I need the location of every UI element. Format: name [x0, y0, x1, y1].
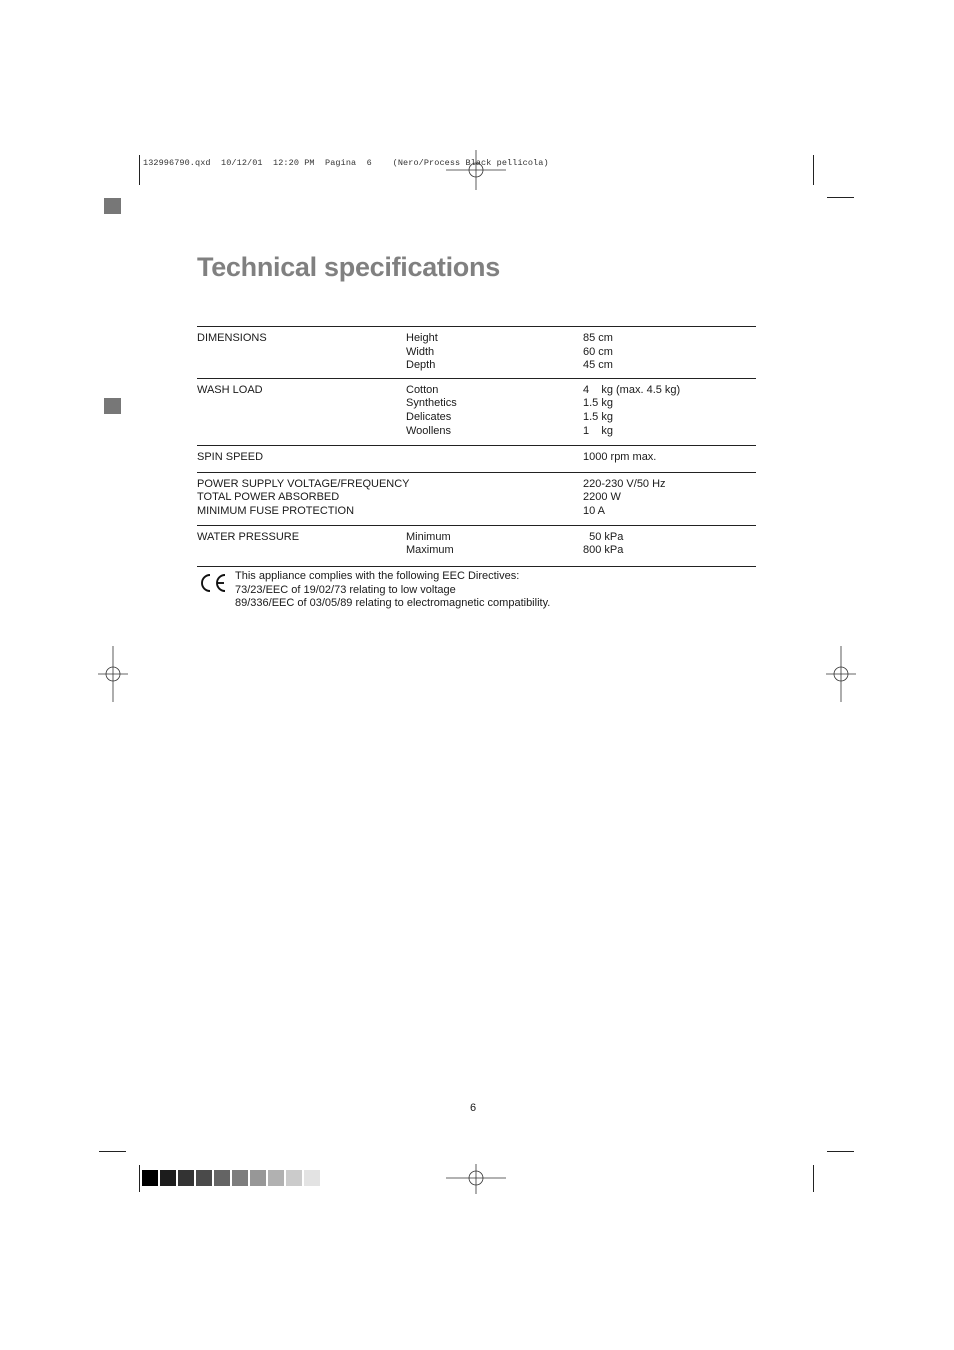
- spec-value: 85 cm: [583, 332, 613, 344]
- spec-row: [197, 346, 756, 360]
- color-swatch: [160, 1170, 176, 1186]
- spec-table: [197, 326, 756, 567]
- crop-mark: [139, 1165, 140, 1192]
- color-swatch: [268, 1170, 284, 1186]
- page-title: Technical specifications: [197, 252, 500, 282]
- spec-value: 45 cm: [583, 359, 613, 372]
- spec-label: DIMENSIONS: [197, 332, 267, 344]
- color-swatch: [304, 1170, 320, 1186]
- spec-sublabel: Woollens: [406, 424, 452, 437]
- spec-group-wash-load: [197, 378, 756, 445]
- spec-row: [197, 478, 756, 492]
- crop-mark: [99, 1151, 126, 1152]
- spec-value: 800 kPa: [583, 544, 624, 557]
- slug-line: 132996790.qxd 10/12/01 12:20 PM Pagina 6 (Nero/Process Black pellicola): [143, 158, 549, 168]
- spec-value: 1.5 kg: [583, 410, 613, 423]
- color-swatch: [250, 1170, 266, 1186]
- spec-sublabel: Height: [406, 332, 438, 344]
- compliance-line: This appliance complies with the following EEC Directives:: [235, 570, 520, 582]
- spec-value: 4 kg (max. 4.5 kg): [583, 383, 681, 396]
- compliance-line: 73/23/EEC of 19/02/73 relating to low voltage: [235, 583, 456, 596]
- margin-marker: [104, 198, 121, 214]
- crop-mark: [813, 155, 814, 185]
- registration-mark-icon: [98, 646, 128, 702]
- spec-value: 1000 rpm max.: [583, 451, 657, 464]
- spec-group-water-pressure: [197, 525, 756, 567]
- spec-value: 1 kg: [583, 424, 613, 437]
- spec-row: [197, 491, 756, 505]
- spec-value: 60 cm: [583, 345, 613, 358]
- spec-label: [197, 425, 406, 439]
- spec-sublabel: Synthetics: [406, 397, 457, 410]
- page-number: 6: [470, 1102, 477, 1114]
- spec-label: [197, 346, 406, 360]
- spec-sublabel: [406, 451, 583, 465]
- spec-row: [197, 544, 756, 558]
- spec-row: [197, 505, 756, 519]
- spec-value: 10 A: [583, 504, 606, 517]
- crop-mark: [827, 1151, 854, 1152]
- spec-sublabel: Maximum: [406, 544, 454, 557]
- color-bar: [142, 1170, 322, 1186]
- spec-group-dimensions: [197, 326, 756, 378]
- registration-mark-icon: [826, 646, 856, 702]
- crop-mark: [139, 155, 140, 185]
- spec-row: [197, 425, 756, 439]
- spec-sublabel: Depth: [406, 359, 436, 372]
- color-swatch: [178, 1170, 194, 1186]
- spec-label: POWER SUPPLY VOLTAGE/FREQUENCY: [197, 477, 410, 490]
- color-swatch: [286, 1170, 302, 1186]
- crop-mark: [813, 1165, 814, 1192]
- spec-row: [197, 397, 756, 411]
- compliance-text: [235, 570, 550, 611]
- spec-row: [197, 451, 756, 465]
- ce-mark-icon: [199, 573, 227, 593]
- spec-label: [197, 397, 406, 411]
- color-swatch: [142, 1170, 158, 1186]
- registration-mark-icon: [446, 150, 506, 190]
- compliance-line: 89/336/EEC of 03/05/89 relating to electromagnetic compatibility.: [235, 597, 551, 610]
- spec-sublabel: [406, 491, 583, 505]
- spec-sublabel: Cotton: [406, 383, 439, 396]
- spec-row: [197, 384, 756, 398]
- spec-sublabel: Width: [406, 345, 435, 358]
- spec-label: SPIN SPEED: [197, 451, 264, 464]
- spec-value: 220-230 V/50 Hz: [583, 477, 666, 490]
- spec-label: [197, 544, 406, 558]
- spec-group-spin-speed: [197, 445, 756, 472]
- color-swatch: [232, 1170, 248, 1186]
- spec-label: [197, 359, 406, 373]
- registration-mark-icon: [446, 1164, 506, 1194]
- color-swatch: [214, 1170, 230, 1186]
- spec-value: 2200 W: [583, 491, 621, 504]
- margin-marker: [104, 398, 121, 414]
- spec-sublabel: Delicates: [406, 410, 452, 423]
- spec-group-power: [197, 472, 756, 525]
- crop-mark: [827, 197, 854, 198]
- spec-label: MINIMUM FUSE PROTECTION: [197, 504, 355, 517]
- spec-row: [197, 359, 756, 373]
- spec-row: [197, 531, 756, 545]
- spec-row: [197, 332, 756, 346]
- spec-sublabel: [406, 505, 583, 519]
- spec-label: [197, 411, 406, 425]
- color-swatch: [196, 1170, 212, 1186]
- spec-label: WASH LOAD: [197, 383, 263, 396]
- spec-label: TOTAL POWER ABSORBED: [197, 491, 340, 504]
- spec-value: 50 kPa: [583, 530, 624, 543]
- spec-sublabel: Minimum: [406, 530, 451, 543]
- spec-row: [197, 411, 756, 425]
- spec-label: WATER PRESSURE: [197, 530, 300, 543]
- spec-value: 1.5 kg: [583, 397, 613, 410]
- spec-sublabel: [406, 478, 583, 492]
